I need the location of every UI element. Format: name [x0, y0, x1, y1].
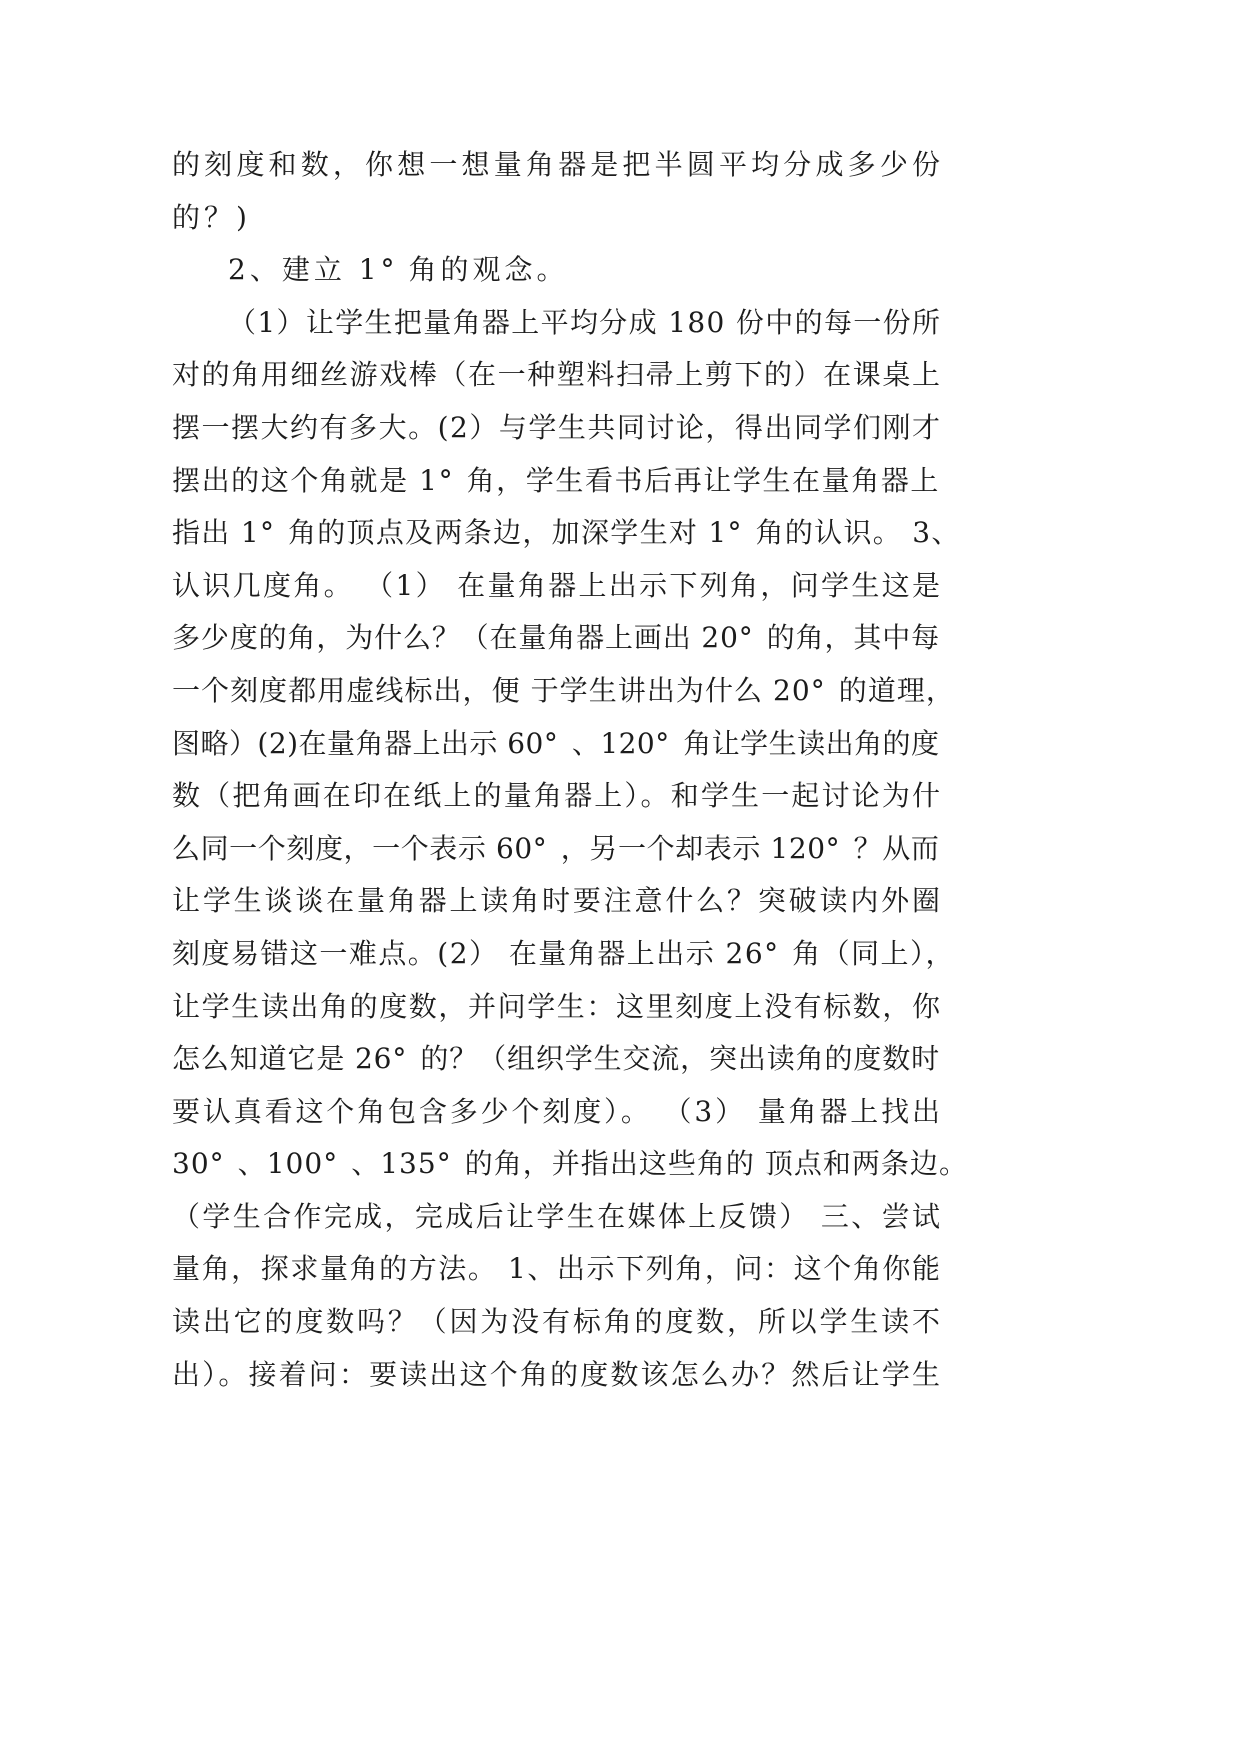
text-line: 30° 、100° 、135° 的角，并指出这些角的 顶点和两条边。: [172, 1147, 968, 1181]
text-line: 多少度的角，为什么？（在量角器上画出 20° 的角，其中每: [172, 621, 940, 655]
text-line: 让学生读出角的度数，并问学生：这里刻度上没有标数，你: [172, 989, 942, 1023]
text-line: （1）让学生把量角器上平均分成 180 份中的每一份所: [228, 305, 942, 339]
text-line: 对的角用细丝游戏棒（在一种塑料扫帚上剪下的）在课桌上: [172, 358, 942, 392]
text-line: 的？): [172, 200, 251, 234]
text-line: 摆出的这个角就是 1° 角，学生看书后再让学生在量角器上: [172, 463, 940, 497]
text-line: 出）。接着问：要读出这个角的度数该怎么办？然后让学生: [172, 1357, 943, 1391]
text-line: 么同一个刻度，一个表示 60° ，另一个却表示 120° ？从而: [172, 831, 940, 865]
text-line: 图略）(2)在量角器上出示 60° 、120° 角让学生读出角的度: [172, 726, 940, 760]
text-line: 的刻度和数，你想一想量角器是把半圆平均分成多少份: [172, 148, 945, 181]
text-line: 摆一摆大约有多大。(2）与学生共同讨论，得出同学们刚才: [172, 410, 942, 444]
section-heading-line: 2、建立 1° 角的观念。: [228, 253, 569, 287]
text-line: 要认真看这个角包含多少个刻度）。 （3） 量角器上找出: [172, 1094, 943, 1128]
text-line: （学生合作完成，完成后让学生在媒体上反馈） 三、尝试: [172, 1199, 943, 1233]
text-line: 数（把角画在印在纸上的量角器上）。和学生一起讨论为什: [172, 779, 943, 813]
text-line: 让学生谈谈在量角器上读角时要注意什么？突破读内外圈: [172, 884, 943, 918]
text-line: 认识几度角。 （1） 在量角器上出示下列角，问学生这是: [172, 568, 943, 602]
text-line: 一个刻度都用虚线标出，便 于学生讲出为什么 20° 的道理，: [172, 673, 955, 707]
text-line: 刻度易错这一难点。(2） 在量角器上出示 26° 角（同上），: [172, 936, 955, 970]
text-line: 怎么知道它是 26° 的？（组织学生交流，突出读角的度数时: [172, 1042, 940, 1076]
text-line: 量角，探求量角的方法。 1、出示下列角，问：这个角你能: [172, 1252, 942, 1286]
body-text: [172, 139, 996, 1401]
text-line: 指出 1° 角的顶点及两条边，加深学生对 1° 角的认识。 3、: [172, 516, 961, 550]
text-line: 读出它的度数吗？（因为没有标角的度数，所以学生读不: [172, 1305, 943, 1339]
